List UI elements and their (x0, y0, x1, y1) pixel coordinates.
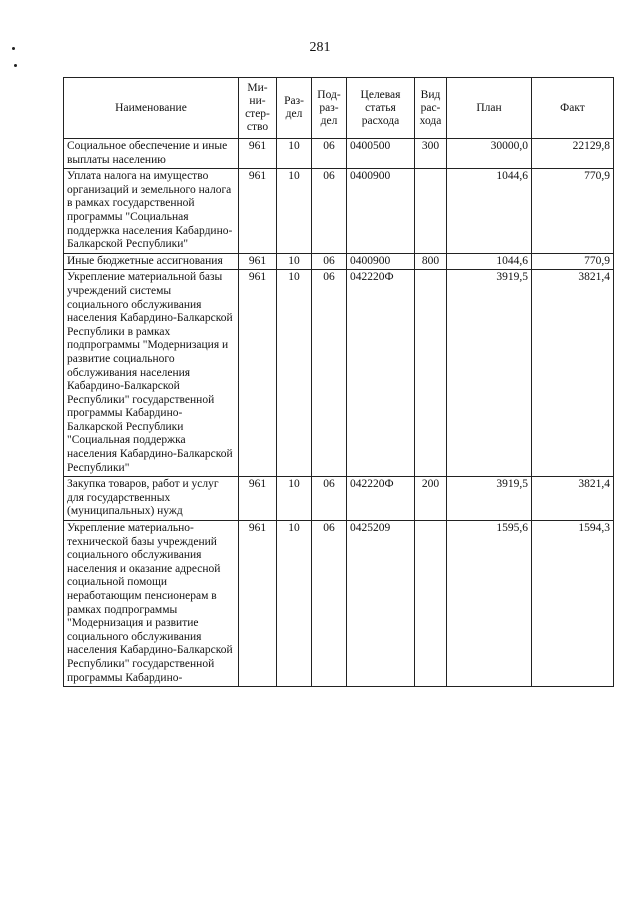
table-cell-expense-type: 300 (415, 139, 447, 169)
table-cell-fact: 3821,4 (532, 270, 614, 477)
table-row (64, 270, 614, 477)
table-cell-plan: 1044,6 (447, 253, 532, 270)
table-header-row (64, 78, 614, 139)
table-cell-section: 10 (277, 139, 312, 169)
table-cell-section: 10 (277, 253, 312, 270)
page-number: 281 (309, 40, 331, 55)
table-cell-fact: 770,9 (532, 253, 614, 270)
table-cell-ministry: 961 (239, 521, 277, 687)
table-cell-target: 042220Ф (347, 477, 415, 521)
header-plan: План (447, 78, 532, 139)
header-ministry: Ми- ни- стер- ство (239, 78, 277, 139)
table-cell-name: Социальное обеспечение и иные выплаты населению (64, 139, 239, 169)
table-cell-expense-type (415, 169, 447, 254)
header-fact: Факт (532, 78, 614, 139)
table-cell-section: 10 (277, 270, 312, 477)
table-cell-fact: 22129,8 (532, 139, 614, 169)
table-cell-section: 10 (277, 169, 312, 254)
table-cell-target: 0400500 (347, 139, 415, 169)
table-cell-fact: 3821,4 (532, 477, 614, 521)
table-cell-subsection: 06 (312, 270, 347, 477)
table-cell-plan: 1595,6 (447, 521, 532, 687)
header-name: Наименование (64, 78, 239, 139)
table-cell-plan: 3919,5 (447, 270, 532, 477)
header-section: Раз- дел (277, 78, 312, 139)
table-cell-target: 0425209 (347, 521, 415, 687)
table-row (64, 253, 614, 270)
table-cell-name: Укрепление материально-технической базы учреждений социального обслуживания населения и оказание адресной социальной помощи неработающим пенсионерам в рамках подпрограммы "Модернизация и развитие социального обслуживания населения Кабардино-Балкарской Республики" государственной программы Кабардино- (64, 521, 239, 687)
table-cell-fact: 1594,3 (532, 521, 614, 687)
table-cell-ministry: 961 (239, 270, 277, 477)
table-cell-plan: 1044,6 (447, 169, 532, 254)
table-cell-expense-type: 800 (415, 253, 447, 270)
table-cell-subsection: 06 (312, 477, 347, 521)
table-cell-ministry: 961 (239, 477, 277, 521)
table-row (64, 169, 614, 254)
table-row (64, 521, 614, 687)
table-row (64, 139, 614, 169)
header-expense-type: Вид рас- хода (415, 78, 447, 139)
table-cell-target: 0400900 (347, 169, 415, 254)
table-cell-expense-type (415, 270, 447, 477)
budget-table (63, 77, 614, 687)
table-cell-plan: 30000,0 (447, 139, 532, 169)
table-cell-ministry: 961 (239, 169, 277, 254)
table-cell-subsection: 06 (312, 253, 347, 270)
table-cell-name: Уплата налога на имущество организаций и земельного налога в рамках государственной программы "Социальная поддержка населения Кабардино-Балкарской Республики" (64, 169, 239, 254)
table-cell-subsection: 06 (312, 139, 347, 169)
table-cell-name: Укрепление материальной базы учреждений системы социального обслуживания населения Кабардино-Балкарской Республики в рамках подпрограммы "Модернизация и развитие социального обслуживания населения Кабардино-Балкарской Республики" государственной программы Кабардино-Балкарской Республики "Социальная поддержка населения Кабардино-Балкарской Республики" (64, 270, 239, 477)
table-cell-target: 042220Ф (347, 270, 415, 477)
table-cell-subsection: 06 (312, 521, 347, 687)
table-cell-plan: 3919,5 (447, 477, 532, 521)
table-cell-name: Иные бюджетные ассигнования (64, 253, 239, 270)
table-cell-section: 10 (277, 477, 312, 521)
table-cell-name: Закупка товаров, работ и услуг для государственных (муниципальных) нужд (64, 477, 239, 521)
header-target: Целевая статья расхода (347, 78, 415, 139)
table-cell-expense-type: 200 (415, 477, 447, 521)
table-cell-target: 0400900 (347, 253, 415, 270)
table-cell-expense-type (415, 521, 447, 687)
table-cell-ministry: 961 (239, 253, 277, 270)
table-cell-section: 10 (277, 521, 312, 687)
table-cell-ministry: 961 (239, 139, 277, 169)
margin-mark-2 (14, 64, 17, 67)
header-subsection: Под- раз- дел (312, 78, 347, 139)
table-row (64, 477, 614, 521)
table-cell-fact: 770,9 (532, 169, 614, 254)
table-cell-subsection: 06 (312, 169, 347, 254)
